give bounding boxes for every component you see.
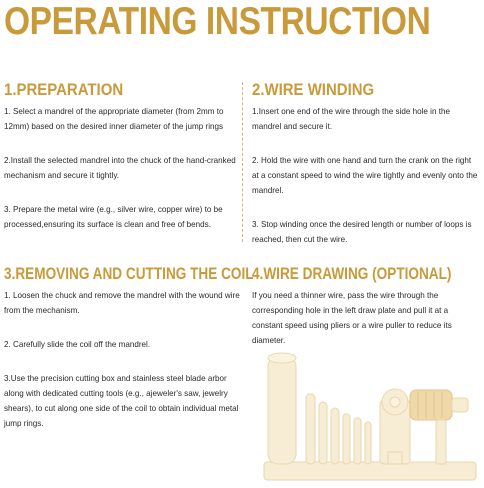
section-heading: 2.WIRE WINDING	[252, 80, 375, 99]
paragraph: 2.Install the selected mandrel into the chuck of the hand-cranked mechanism and secure it tightly.	[4, 156, 236, 180]
tube	[268, 356, 296, 464]
paragraph: 3. Prepare the metal wire (e.g., silver wire, copper wire) to be processed,ensuring its surface is clean and free of bends.	[4, 205, 223, 229]
section-heading: 1.PREPARATION	[4, 80, 124, 99]
column-divider	[242, 82, 243, 242]
section-removing-cutting	[4, 264, 254, 431]
base-plate	[264, 462, 476, 480]
mandrel	[319, 402, 327, 464]
section-wire-winding	[252, 80, 478, 247]
paragraph: 2. Carefully slide the coil off the mandrel.	[4, 340, 151, 349]
section-heading: 3.REMOVING AND CUTTING THE COIL	[4, 264, 254, 283]
paragraph: 3. Stop winding once the desired length or number of loops is reached, then cut the wire.	[252, 220, 472, 244]
paragraph: 3.Use the precision cutting box and stainless steel blade arbor along with dedicated cutting tools (e.g., ajeweler's saw, jewelry shears), to cut along one side of the coil to obtain individual metal jump rings.	[4, 374, 239, 428]
mandrel	[331, 408, 339, 464]
paragraph: 2. Hold the wire with one hand and turn the crank on the right at a constant speed to wind the wire tightly and evenly onto the mandrel.	[252, 156, 478, 195]
paragraph: If you need a thinner wire, pass the wire through the corresponding hole in the left draw plate and pull it at a constant speed using pliers or a wire puller to reduce its diameter.	[252, 291, 452, 345]
chuck-tip	[452, 398, 468, 412]
tool-illustration	[258, 352, 480, 486]
mandrel	[365, 422, 371, 464]
mandrel	[354, 418, 361, 464]
section-preparation	[4, 80, 240, 232]
paragraph: 1. Loosen the chuck and remove the mandrel with the wound wire from the mechanism.	[4, 291, 240, 315]
paragraph: 1.Insert one end of the wire through the side hole in the mandrel and secure it.	[252, 107, 450, 131]
section-wire-drawing	[252, 264, 478, 348]
chuck	[410, 390, 452, 420]
page-title: OPERATING INSTRUCTION	[4, 0, 431, 43]
mandrel	[306, 394, 315, 464]
paragraph: 1. Select a mandrel of the appropriate diameter (from 2mm to 12mm) based on the desired inner diameter of the jump rings	[4, 107, 224, 131]
section-heading: 4.WIRE DRAWING (OPTIONAL)	[252, 264, 452, 283]
mandrel	[343, 414, 350, 464]
